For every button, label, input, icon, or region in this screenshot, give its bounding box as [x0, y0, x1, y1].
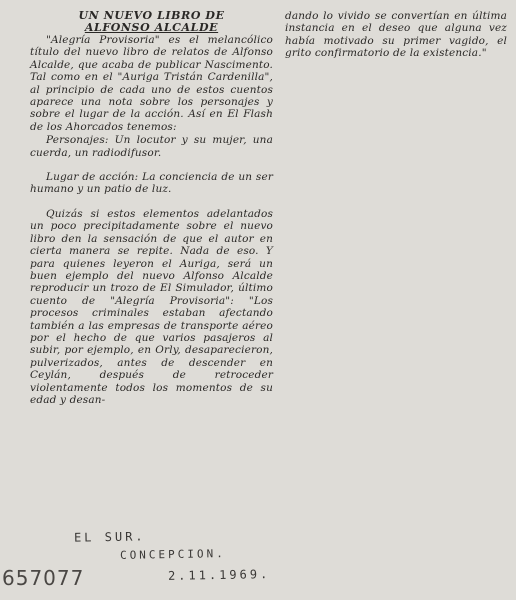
handwritten-city: CONCEPCION. [119, 547, 226, 562]
headline-line-2: ALFONSO ALCALDE [84, 21, 219, 34]
paragraph-intro: "Alegría Provisoria" es el melancólico título del nuevo libro de relatos de Alfonso Alcalde, que acaba de publicar Nascimento. Tal como en el "Auriga Tristán Cardenilla", al principio de cada uno de estos cuentos aparece una nota sobre los personajes y sobre el lugar de la acción. Así en El Flash de los Ahorcados tenemos: [30, 34, 273, 133]
handwritten-catalog-number: 657077 [2, 566, 85, 590]
article-column-left [30, 10, 273, 406]
paragraph-lugar: Lugar de acción: La conciencia de un ser humano y un patio de luz. [30, 171, 273, 196]
handwritten-date: 2.11.1969. [167, 567, 271, 583]
article-headline [30, 10, 273, 34]
paragraph-body: Quizás si estos elementos adelantados un poco precipitadamente sobre el nuevo libro den la sensación de que el autor en cierta manera se repite. Nada de eso. Y para quienes leyeron el Auriga, será un buen ejemplo del nuevo Alfonso Alcalde reproducir un trozo de El Simulador, último cuento de "Alegría Provisoria": "Los procesos criminales estaban afectando también a las empresas de transporte aéreo por el hecho de que varios pasajeros al subir, por ejemplo, en Orly, desaparecieron, pulverizados, antes de descender en Ceylán, después de retroceder violentamente todos los momentos de su edad y desan- [30, 207, 273, 406]
headline-line-1: UN NUEVO LIBRO DE [78, 9, 225, 22]
handwritten-source: EL SUR. [73, 529, 146, 545]
article-column-right [285, 10, 507, 60]
paragraph-personajes: Personajes: Un locutor y su mujer, una cuerda, un radiodifusor. [30, 134, 273, 159]
paragraph-continuation: dando lo vivido se convertían en última instancia en el deseo que alguna vez había motivado su primer vagido, el grito confirmatorio de la existencia." [285, 10, 507, 60]
